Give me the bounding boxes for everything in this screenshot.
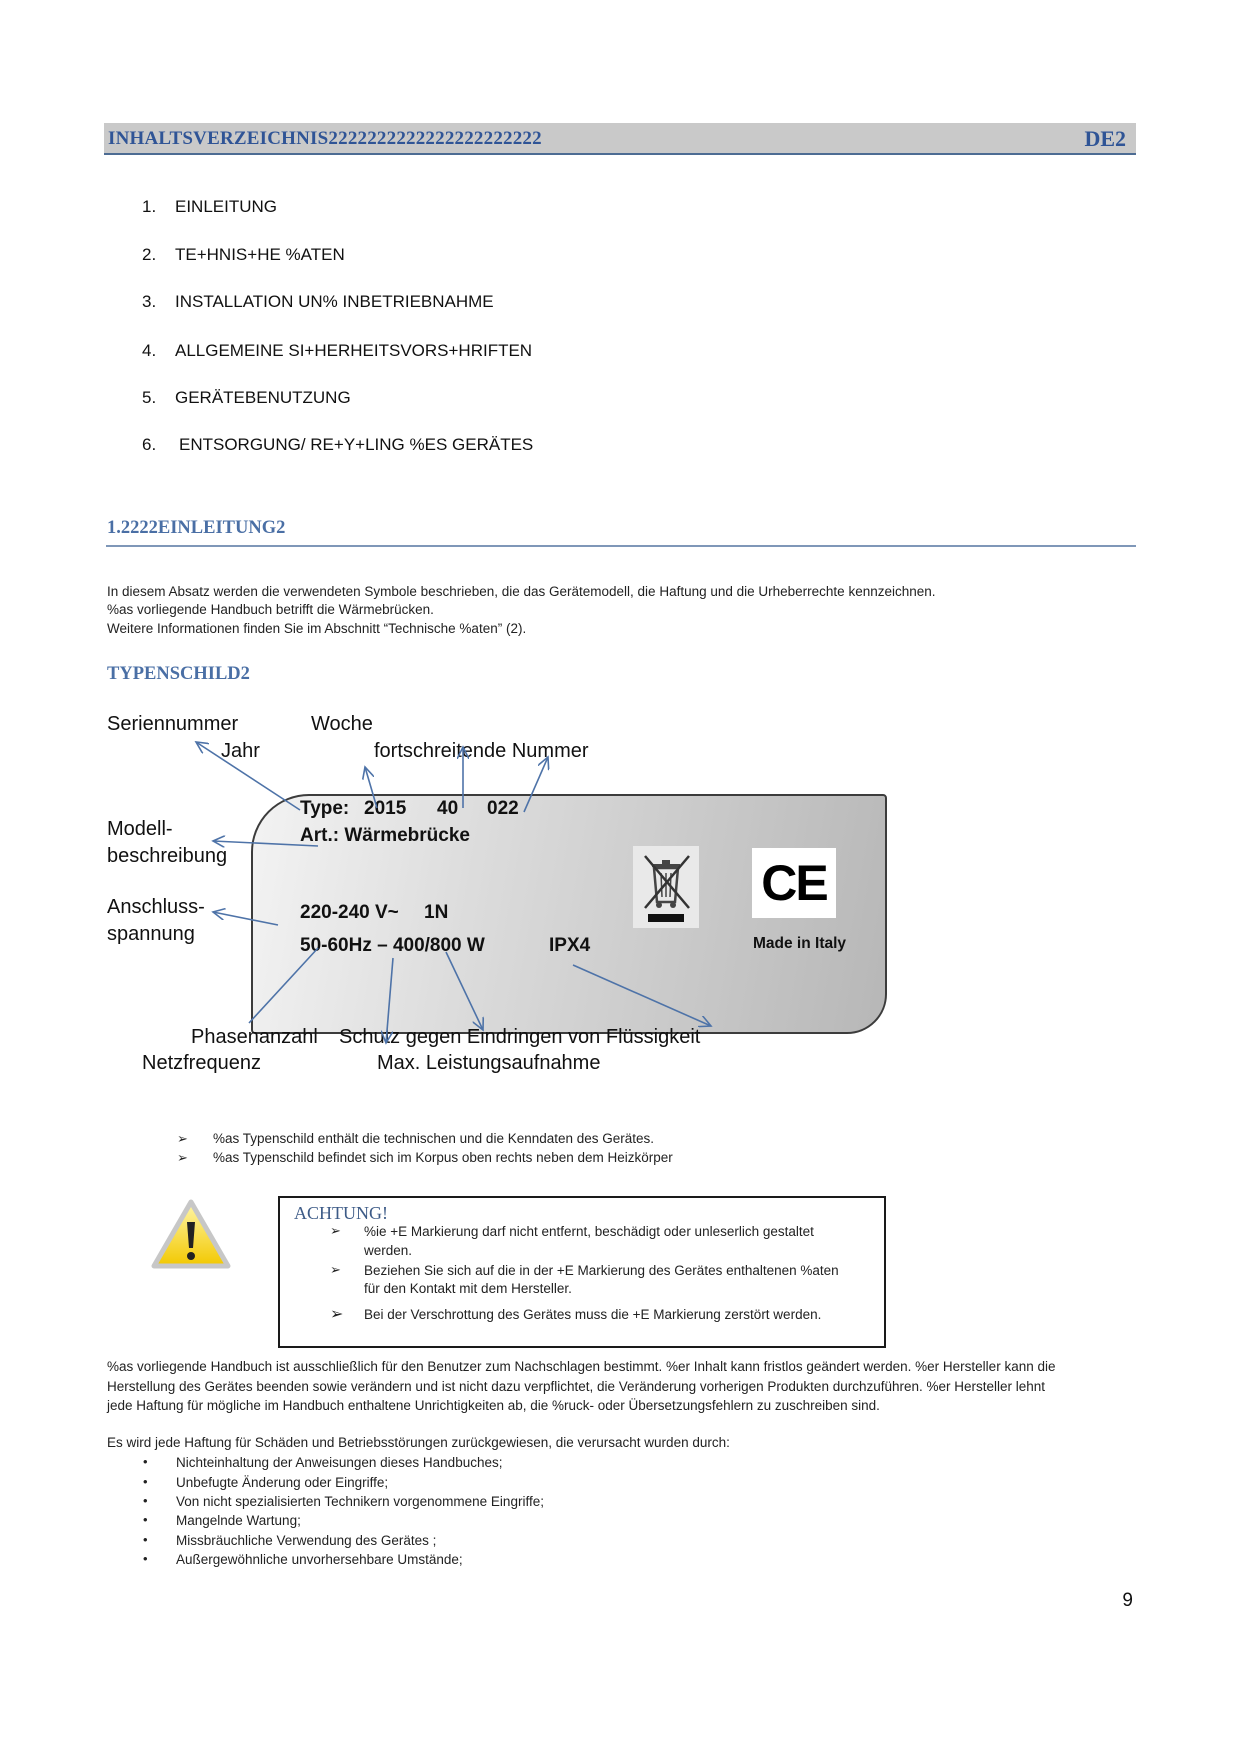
arrow-bullet-icon: ➢ [330, 1306, 344, 1323]
label-beschreibung: beschreibung [107, 845, 228, 867]
intro-line: In diesem Absatz werden die verwendeten Symbole beschrieben, die das Gerätemodell, die Haftung und die Urheberrechte kennzeichnen. [107, 584, 936, 599]
label-anschluss: Anschluss- [107, 896, 205, 918]
toc-number: 3. [142, 292, 157, 311]
toc-number: 1. [142, 197, 157, 216]
warning-item: Beziehen Sie sich auf die in der +E Markierung des Gerätes enthaltenen %aten [364, 1263, 839, 1278]
liability-intro: Es wird jede Haftung für Schäden und Betriebsstörungen zurückgewiesen, die verursacht wurden durch: [107, 1435, 730, 1450]
liability-item: Missbräuchliche Verwendung des Gerätes ; [176, 1533, 437, 1548]
disclaimer-line: Herstellung des Gerätes beenden sowie verändern und ist nicht dazu verpflichtet, die Veränderung vorherigen Produkten durchzuführen. %er Hersteller lehnt [107, 1379, 1046, 1394]
bullet-dot: • [143, 1493, 148, 1508]
label-seriennummer: Seriennummer [107, 713, 239, 735]
toc-item-installation: INSTALLATION UN% INBETRIEBNAHME [175, 292, 494, 311]
label-schutz: Schutz gegen Eindringen von Flüssigkeit [339, 1026, 701, 1048]
plate-number: 022 [487, 798, 519, 819]
section-title-einleitung: 1.2222EINLEITUNG2 [107, 518, 286, 538]
label-phasenanzahl: Phasenanzahl [191, 1026, 318, 1048]
plate-frequency-power: 50-60Hz – 400/800 W [300, 935, 485, 956]
intro-line: Weitere Informationen finden Sie im Abschnitt “Technische %aten” (2). [107, 621, 527, 636]
liability-item: Außergewöhnliche unvorhersehbare Umstände; [176, 1552, 463, 1567]
arrow-bullet-icon: ➢ [177, 1131, 188, 1146]
typenschild-note: %as Typenschild befindet sich im Korpus oben rechts neben dem Heizkörper [213, 1150, 673, 1165]
label-fortschreitende-nummer: fortschreitende Nummer [374, 740, 589, 762]
plate-phase: 1N [424, 902, 449, 923]
typenschild-note: %as Typenschild enthält die technischen und die Kenndaten des Gerätes. [213, 1131, 655, 1146]
ce-mark-text: CE [761, 855, 827, 911]
bullet-dot: • [143, 1454, 148, 1469]
warning-item: %ie +E Markierung darf nicht entfernt, beschädigt oder unleserlich gestaltet [364, 1224, 814, 1239]
label-leistung: Max. Leistungsaufnahme [377, 1052, 601, 1074]
toc-item-entsorgung: ENTSORGUNG/ RE+Y+LING %ES GERÄTES [179, 435, 534, 454]
toc-number: 4. [142, 341, 157, 360]
label-modell: Modell- [107, 818, 173, 840]
bullet-dot: • [143, 1551, 148, 1566]
arrow-bullet-icon: ➢ [330, 1262, 341, 1277]
plate-week: 40 [437, 798, 459, 819]
plate-voltage: 220-240 V~ [300, 902, 399, 923]
bullet-dot: • [143, 1512, 148, 1527]
plate-made-in: Made in Italy [753, 935, 847, 952]
intro-line: %as vorliegende Handbuch betrifft die Wärmebrücken. [107, 602, 434, 617]
label-woche: Woche [311, 713, 373, 735]
arrow-bullet-icon: ➢ [330, 1223, 341, 1238]
disclaimer-line: jede Haftung für mögliche im Handbuch enthaltene Unrichtigkeiten ab, die %ruck- oder Übersetzungsfehlern zu zuschreiben sind. [107, 1398, 880, 1413]
toc-number: 6. [142, 435, 157, 454]
label-netzfrequenz: Netzfrequenz [142, 1052, 261, 1074]
toc-item-einleitung: EINLEITUNG [175, 197, 278, 216]
warning-item-continued: werden. [364, 1243, 413, 1258]
toc-number: 5. [142, 388, 157, 407]
language-code: DE2 [1084, 126, 1126, 151]
disclaimer-line: %as vorliegende Handbuch ist ausschließlich für den Benutzer zum Nachschlagen bestimmt. %er Inhalt kann fristlos geändert werden. %er Hersteller kann die [107, 1359, 1056, 1374]
label-spannung: spannung [107, 923, 195, 945]
toc-heading: INHALTSVERZEICHNIS2222222222222222222222 [108, 128, 542, 149]
warning-triangle-icon [148, 1196, 234, 1274]
toc-number: 2. [142, 245, 157, 264]
section-title-typenschild: TYPENSCHILD2 [107, 664, 250, 684]
page-number: 9 [1122, 1590, 1133, 1611]
toc-item-benutzung: GERÄTEBENUTZUNG [175, 388, 351, 407]
liability-item: Von nicht spezialisierten Technikern vorgenommene Eingriffe; [176, 1494, 544, 1509]
bullet-dot: • [143, 1532, 148, 1547]
bullet-dot: • [143, 1474, 148, 1489]
warning-title: ACHTUNG! [294, 1203, 388, 1223]
label-jahr: Jahr [221, 740, 260, 762]
liability-item: Unbefugte Änderung oder Eingriffe; [176, 1475, 389, 1490]
warning-item-continued: für den Kontakt mit dem Hersteller. [364, 1281, 572, 1296]
warning-item: Bei der Verschrottung des Gerätes muss die +E Markierung zerstört werden. [364, 1307, 822, 1322]
arrow-bullet-icon: ➢ [177, 1150, 188, 1165]
liability-item: Nichteinhaltung der Anweisungen dieses Handbuches; [176, 1455, 503, 1470]
plate-type-label: Type: [300, 798, 350, 819]
toc-item-sicherheit: ALLGEMEINE SI+HERHEITSVORS+HRIFTEN [175, 341, 533, 360]
liability-item: Mangelnde Wartung; [176, 1513, 301, 1528]
plate-article: Art.: Wärmebrücke [300, 825, 470, 846]
plate-ip-rating: IPX4 [549, 935, 591, 956]
toc-item-technische-daten: TE+HNIS+HE %ATEN [175, 245, 345, 264]
plate-year: 2015 [364, 798, 407, 819]
